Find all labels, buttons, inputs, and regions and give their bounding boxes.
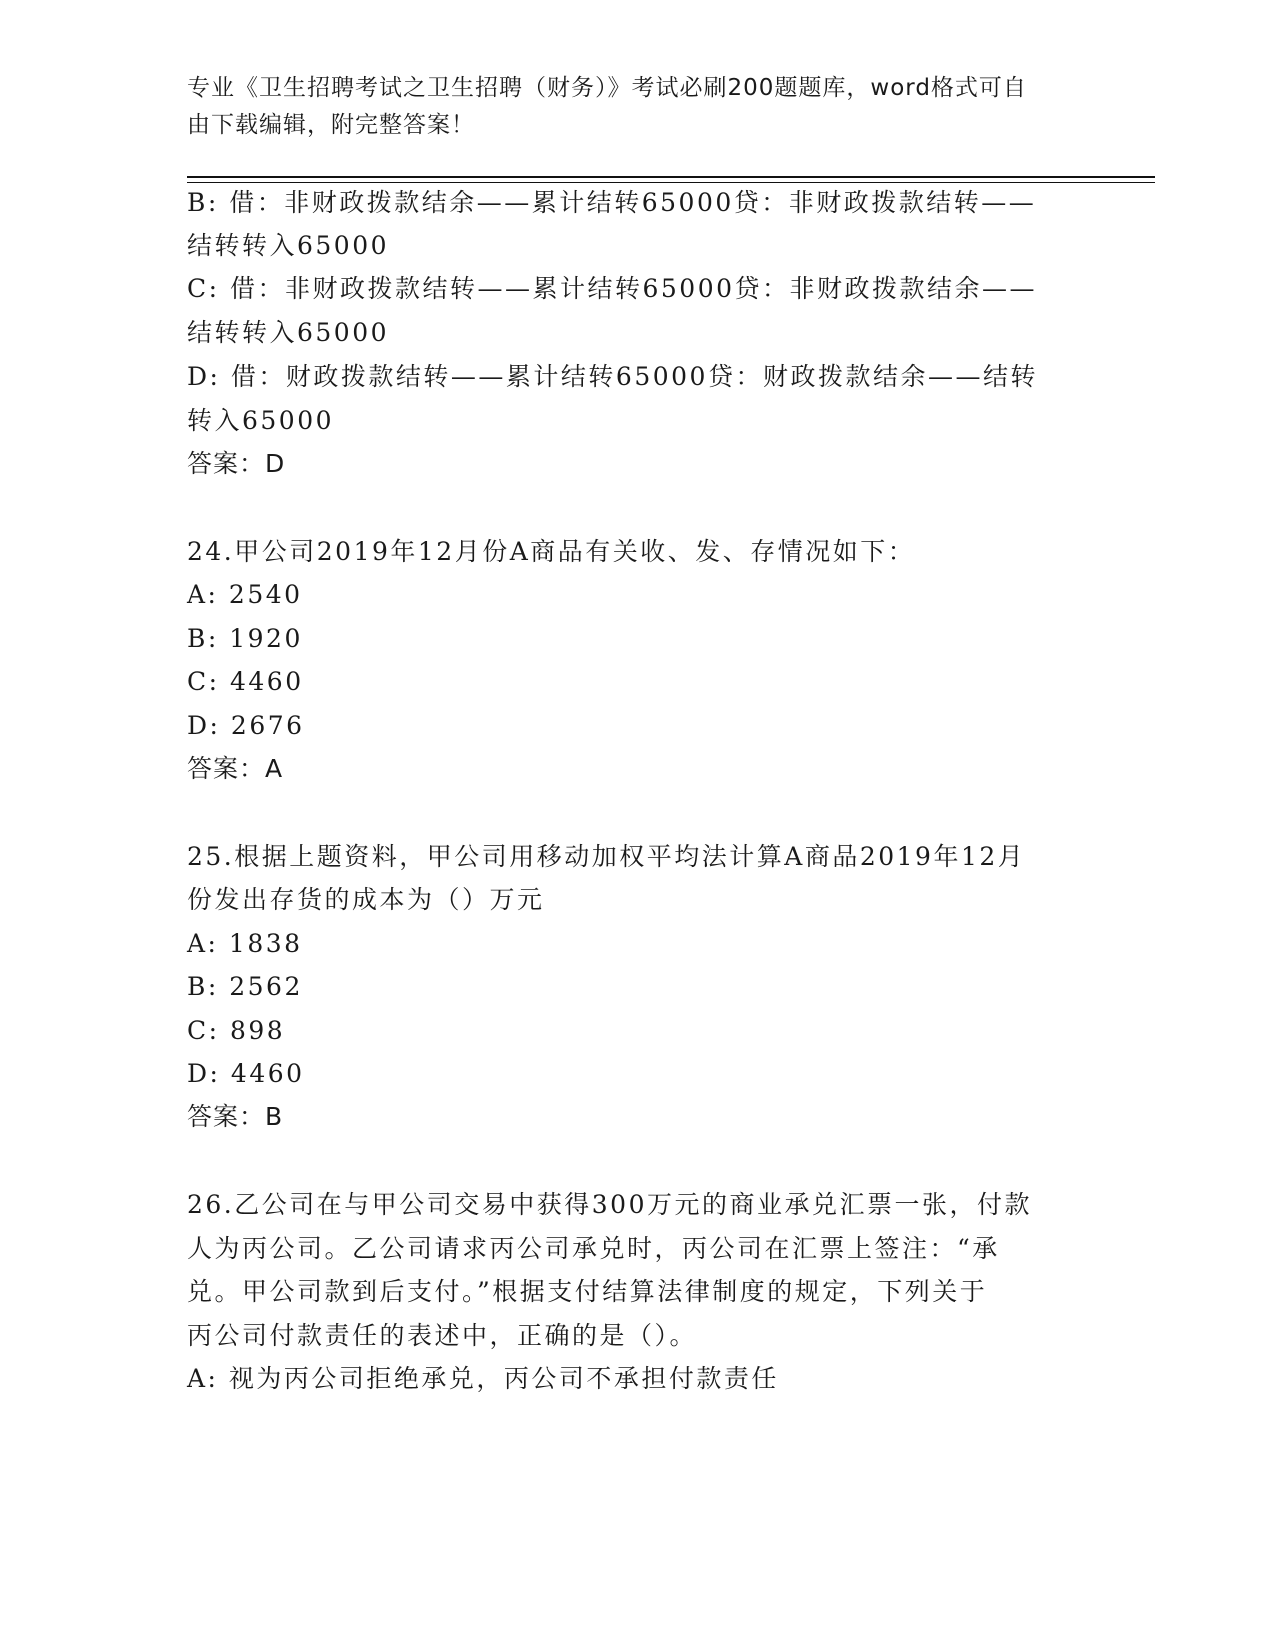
document-header [187,70,1067,144]
q24-option-d: D: 2676 [187,711,305,740]
q24-answer: 答案：A [187,754,284,783]
q26-stem-line-2: 人为丙公司。乙公司请求丙公司承兑时，丙公司在汇票上签注：“承 [187,1234,1000,1263]
q23-answer: 答案：D [187,449,286,478]
q23-option-d-line-2: 转入65000 [187,406,335,435]
q26-stem-line-1: 26.乙公司在与甲公司交易中获得300万元的商业承兑汇票一张，付款 [187,1190,1032,1219]
header-divider-thick [187,176,1155,178]
q25-option-d: D: 4460 [187,1059,305,1088]
q26-stem-line-3: 兑。甲公司款到后支付。”根据支付结算法律制度的规定，下列关于 [187,1277,988,1306]
header-divider-thin [187,182,1155,183]
q26-option-a: A: 视为丙公司拒绝承兑，丙公司不承担付款责任 [187,1364,779,1393]
header-line-2: 由下载编辑，附完整答案！ [187,112,475,138]
q25-option-a: A: 1838 [187,929,303,958]
q24-option-a: A: 2540 [187,580,303,609]
header-line-1: 专业《卫生招聘考试之卫生招聘（财务）》考试必刷200题题库，word格式可自 [187,75,1027,101]
q24-option-b: B: 1920 [187,624,303,653]
q25-stem-line-1: 25.根据上题资料，甲公司用移动加权平均法计算A商品2019年12月 [187,842,1026,871]
q25-stem-line-2: 份发出存货的成本为（）万元 [187,885,545,914]
q23-option-c-line-1: C: 借：非财政拨款结转——累计结转65000贷：非财政拨款结余—— [187,274,1038,303]
q23-option-c-line-2: 结转转入65000 [187,318,390,347]
q26-stem-line-4: 丙公司付款责任的表述中，正确的是（）。 [187,1321,698,1350]
q23-option-b-line-2: 结转转入65000 [187,231,390,260]
q25-option-b: B: 2562 [187,972,303,1001]
q24-option-c: C: 4460 [187,667,304,696]
q24-stem: 24.甲公司2019年12月份A商品有关收、发、存情况如下： [187,537,916,566]
q23-option-b-line-1: B: 借：非财政拨款结余——累计结转65000贷：非财政拨款结转—— [187,188,1037,217]
q25-answer: 答案：B [187,1102,284,1131]
q25-option-c: C: 898 [187,1016,286,1045]
q23-option-d-line-1: D: 借：财政拨款结转——累计结转65000贷：财政拨款结余——结转 [187,362,1038,391]
